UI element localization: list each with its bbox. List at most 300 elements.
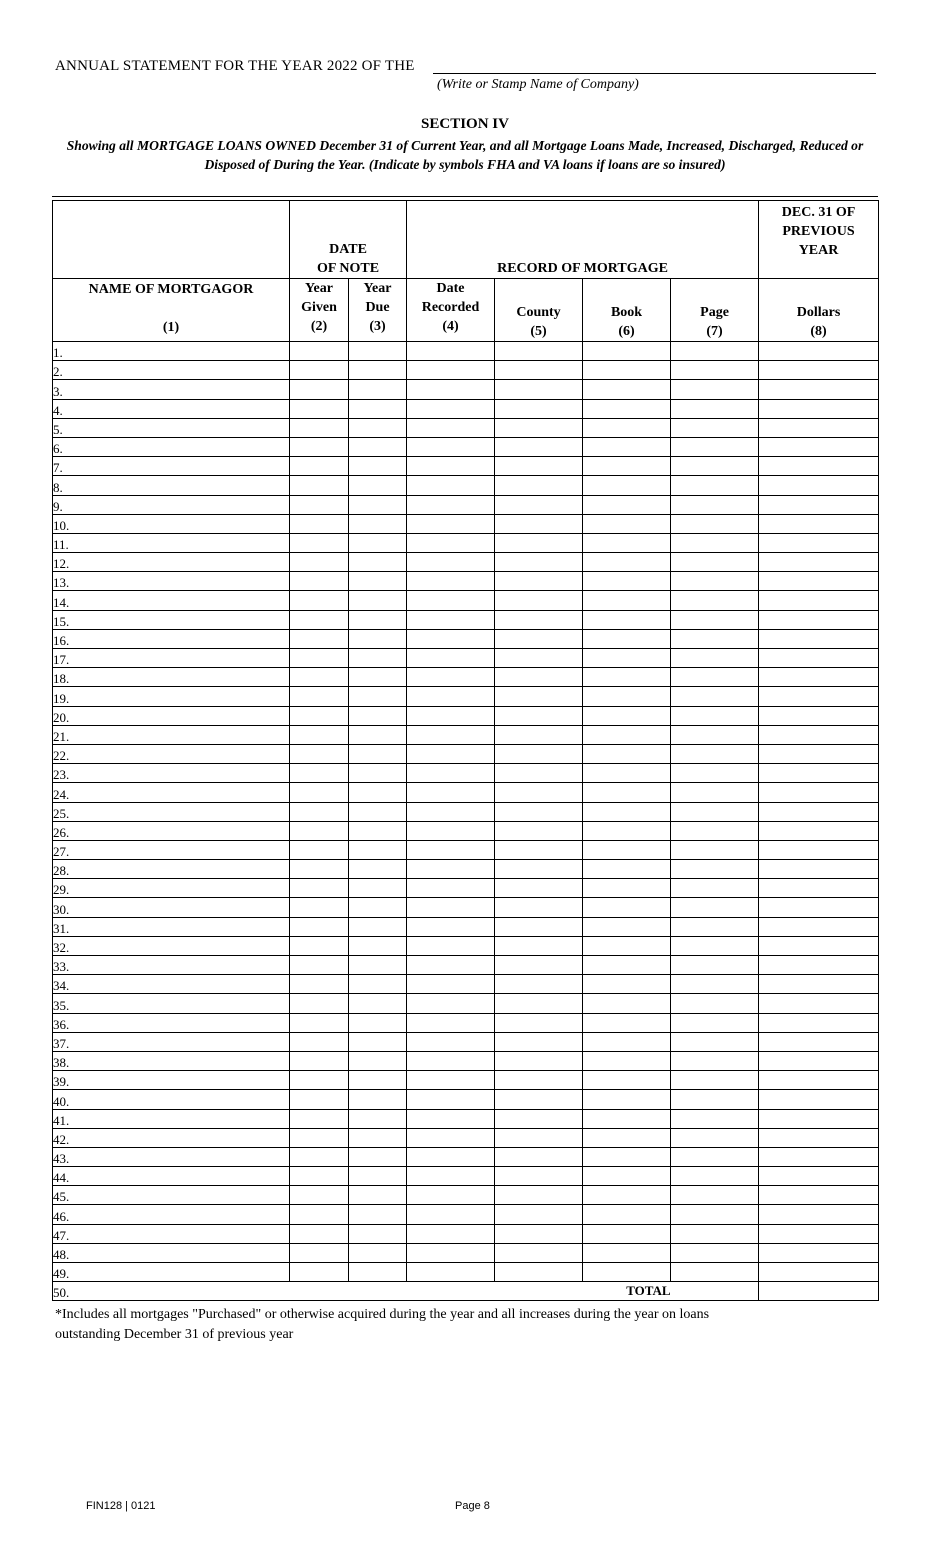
year-given-cell[interactable] [290,342,349,361]
date-recorded-cell[interactable] [407,898,495,917]
date-recorded-cell[interactable] [407,1205,495,1224]
county-cell[interactable] [495,1147,583,1166]
dollars-cell[interactable] [759,437,879,456]
name-of-mortgagor-cell[interactable] [83,975,290,994]
name-of-mortgagor-cell[interactable] [83,1167,290,1186]
date-recorded-cell[interactable] [407,1186,495,1205]
date-recorded-cell[interactable] [407,1090,495,1109]
county-cell[interactable] [495,936,583,955]
year-given-cell[interactable] [290,380,349,399]
name-of-mortgagor-cell[interactable] [83,399,290,418]
year-given-cell[interactable] [290,764,349,783]
year-due-cell[interactable] [349,476,407,495]
dollars-cell[interactable] [759,706,879,725]
page-cell[interactable] [671,706,759,725]
date-recorded-cell[interactable] [407,418,495,437]
page-cell[interactable] [671,860,759,879]
book-cell[interactable] [583,457,671,476]
book-cell[interactable] [583,553,671,572]
county-cell[interactable] [495,533,583,552]
date-recorded-cell[interactable] [407,533,495,552]
year-due-cell[interactable] [349,629,407,648]
book-cell[interactable] [583,744,671,763]
book-cell[interactable] [583,1032,671,1051]
year-given-cell[interactable] [290,495,349,514]
book-cell[interactable] [583,860,671,879]
page-cell[interactable] [671,1013,759,1032]
year-due-cell[interactable] [349,1128,407,1147]
year-given-cell[interactable] [290,533,349,552]
county-cell[interactable] [495,706,583,725]
dollars-cell[interactable] [759,975,879,994]
book-cell[interactable] [583,764,671,783]
year-due-cell[interactable] [349,783,407,802]
county-cell[interactable] [495,1090,583,1109]
dollars-cell[interactable] [759,1186,879,1205]
page-cell[interactable] [671,437,759,456]
page-cell[interactable] [671,687,759,706]
name-of-mortgagor-cell[interactable] [83,380,290,399]
name-of-mortgagor-cell[interactable] [83,342,290,361]
county-cell[interactable] [495,783,583,802]
county-cell[interactable] [495,380,583,399]
year-due-cell[interactable] [349,687,407,706]
county-cell[interactable] [495,744,583,763]
year-given-cell[interactable] [290,821,349,840]
dollars-cell[interactable] [759,514,879,533]
year-due-cell[interactable] [349,649,407,668]
year-due-cell[interactable] [349,1147,407,1166]
date-recorded-cell[interactable] [407,706,495,725]
name-of-mortgagor-cell[interactable] [83,495,290,514]
year-given-cell[interactable] [290,591,349,610]
year-given-cell[interactable] [290,437,349,456]
date-recorded-cell[interactable] [407,744,495,763]
county-cell[interactable] [495,476,583,495]
county-cell[interactable] [495,917,583,936]
date-recorded-cell[interactable] [407,1263,495,1282]
year-given-cell[interactable] [290,1090,349,1109]
county-cell[interactable] [495,1013,583,1032]
date-recorded-cell[interactable] [407,495,495,514]
book-cell[interactable] [583,917,671,936]
book-cell[interactable] [583,840,671,859]
page-cell[interactable] [671,668,759,687]
dollars-cell[interactable] [759,1051,879,1070]
county-cell[interactable] [495,1032,583,1051]
year-due-cell[interactable] [349,1071,407,1090]
county-cell[interactable] [495,668,583,687]
page-cell[interactable] [671,1032,759,1051]
dollars-cell[interactable] [759,553,879,572]
name-of-mortgagor-cell[interactable] [83,1205,290,1224]
page-cell[interactable] [671,342,759,361]
name-of-mortgagor-cell[interactable] [83,514,290,533]
page-cell[interactable] [671,956,759,975]
year-due-cell[interactable] [349,1263,407,1282]
year-due-cell[interactable] [349,591,407,610]
page-cell[interactable] [671,744,759,763]
year-given-cell[interactable] [290,706,349,725]
date-recorded-cell[interactable] [407,476,495,495]
year-due-cell[interactable] [349,879,407,898]
year-due-cell[interactable] [349,1205,407,1224]
county-cell[interactable] [495,649,583,668]
year-given-cell[interactable] [290,572,349,591]
date-recorded-cell[interactable] [407,1051,495,1070]
dollars-cell[interactable] [759,936,879,955]
dollars-cell[interactable] [759,1243,879,1262]
year-given-cell[interactable] [290,1032,349,1051]
book-cell[interactable] [583,725,671,744]
dollars-cell[interactable] [759,380,879,399]
year-given-cell[interactable] [290,975,349,994]
year-due-cell[interactable] [349,994,407,1013]
date-recorded-cell[interactable] [407,591,495,610]
date-recorded-cell[interactable] [407,917,495,936]
dollars-cell[interactable] [759,1205,879,1224]
name-of-mortgagor-cell[interactable] [83,1071,290,1090]
date-recorded-cell[interactable] [407,1032,495,1051]
year-due-cell[interactable] [349,802,407,821]
date-recorded-cell[interactable] [407,821,495,840]
dollars-cell[interactable] [759,572,879,591]
total-dollars-cell[interactable] [759,1282,879,1301]
county-cell[interactable] [495,399,583,418]
book-cell[interactable] [583,418,671,437]
page-cell[interactable] [671,783,759,802]
date-recorded-cell[interactable] [407,1109,495,1128]
year-given-cell[interactable] [290,783,349,802]
date-recorded-cell[interactable] [407,687,495,706]
year-due-cell[interactable] [349,553,407,572]
book-cell[interactable] [583,361,671,380]
name-of-mortgagor-cell[interactable] [83,1013,290,1032]
year-given-cell[interactable] [290,936,349,955]
dollars-cell[interactable] [759,342,879,361]
book-cell[interactable] [583,1205,671,1224]
dollars-cell[interactable] [759,476,879,495]
year-given-cell[interactable] [290,649,349,668]
year-given-cell[interactable] [290,361,349,380]
county-cell[interactable] [495,514,583,533]
year-due-cell[interactable] [349,1090,407,1109]
year-due-cell[interactable] [349,898,407,917]
year-due-cell[interactable] [349,917,407,936]
year-due-cell[interactable] [349,361,407,380]
date-recorded-cell[interactable] [407,514,495,533]
dollars-cell[interactable] [759,649,879,668]
county-cell[interactable] [495,994,583,1013]
book-cell[interactable] [583,687,671,706]
dollars-cell[interactable] [759,783,879,802]
page-cell[interactable] [671,610,759,629]
county-cell[interactable] [495,610,583,629]
dollars-cell[interactable] [759,840,879,859]
page-cell[interactable] [671,1167,759,1186]
year-due-cell[interactable] [349,572,407,591]
year-given-cell[interactable] [290,1051,349,1070]
county-cell[interactable] [495,1224,583,1243]
dollars-cell[interactable] [759,764,879,783]
year-given-cell[interactable] [290,1147,349,1166]
page-cell[interactable] [671,495,759,514]
dollars-cell[interactable] [759,956,879,975]
name-of-mortgagor-cell[interactable] [83,783,290,802]
page-cell[interactable] [671,1147,759,1166]
name-of-mortgagor-cell[interactable] [83,956,290,975]
year-due-cell[interactable] [349,821,407,840]
name-of-mortgagor-cell[interactable] [83,994,290,1013]
county-cell[interactable] [495,457,583,476]
year-given-cell[interactable] [290,1128,349,1147]
county-cell[interactable] [495,418,583,437]
name-of-mortgagor-cell[interactable] [83,936,290,955]
year-due-cell[interactable] [349,495,407,514]
page-cell[interactable] [671,879,759,898]
year-given-cell[interactable] [290,840,349,859]
name-of-mortgagor-cell[interactable] [83,802,290,821]
date-recorded-cell[interactable] [407,936,495,955]
book-cell[interactable] [583,342,671,361]
name-of-mortgagor-cell[interactable] [83,668,290,687]
year-due-cell[interactable] [349,533,407,552]
county-cell[interactable] [495,342,583,361]
year-given-cell[interactable] [290,994,349,1013]
county-cell[interactable] [495,1128,583,1147]
dollars-cell[interactable] [759,1167,879,1186]
year-due-cell[interactable] [349,380,407,399]
dollars-cell[interactable] [759,725,879,744]
book-cell[interactable] [583,1186,671,1205]
dollars-cell[interactable] [759,898,879,917]
dollars-cell[interactable] [759,917,879,936]
dollars-cell[interactable] [759,687,879,706]
date-recorded-cell[interactable] [407,783,495,802]
dollars-cell[interactable] [759,1263,879,1282]
page-cell[interactable] [671,898,759,917]
date-recorded-cell[interactable] [407,879,495,898]
year-given-cell[interactable] [290,610,349,629]
name-of-mortgagor-cell[interactable] [83,553,290,572]
county-cell[interactable] [495,821,583,840]
name-of-mortgagor-cell[interactable] [83,1243,290,1262]
name-of-mortgagor-cell[interactable] [83,533,290,552]
page-cell[interactable] [671,361,759,380]
year-given-cell[interactable] [290,898,349,917]
year-given-cell[interactable] [290,457,349,476]
dollars-cell[interactable] [759,821,879,840]
page-cell[interactable] [671,975,759,994]
year-due-cell[interactable] [349,1032,407,1051]
county-cell[interactable] [495,1071,583,1090]
book-cell[interactable] [583,1224,671,1243]
page-cell[interactable] [671,553,759,572]
dollars-cell[interactable] [759,860,879,879]
book-cell[interactable] [583,1090,671,1109]
book-cell[interactable] [583,380,671,399]
year-given-cell[interactable] [290,1186,349,1205]
date-recorded-cell[interactable] [407,1147,495,1166]
page-cell[interactable] [671,821,759,840]
date-recorded-cell[interactable] [407,1224,495,1243]
county-cell[interactable] [495,591,583,610]
year-given-cell[interactable] [290,514,349,533]
county-cell[interactable] [495,1051,583,1070]
book-cell[interactable] [583,1071,671,1090]
year-given-cell[interactable] [290,1205,349,1224]
name-of-mortgagor-cell[interactable] [83,1109,290,1128]
page-cell[interactable] [671,572,759,591]
name-of-mortgagor-cell[interactable] [83,840,290,859]
date-recorded-cell[interactable] [407,572,495,591]
dollars-cell[interactable] [759,1032,879,1051]
page-cell[interactable] [671,1186,759,1205]
page-cell[interactable] [671,1205,759,1224]
year-given-cell[interactable] [290,418,349,437]
year-due-cell[interactable] [349,1013,407,1032]
year-due-cell[interactable] [349,936,407,955]
book-cell[interactable] [583,610,671,629]
year-due-cell[interactable] [349,437,407,456]
book-cell[interactable] [583,572,671,591]
date-recorded-cell[interactable] [407,553,495,572]
county-cell[interactable] [495,840,583,859]
dollars-cell[interactable] [759,457,879,476]
year-due-cell[interactable] [349,1243,407,1262]
date-recorded-cell[interactable] [407,956,495,975]
book-cell[interactable] [583,821,671,840]
year-due-cell[interactable] [349,1051,407,1070]
name-of-mortgagor-cell[interactable] [83,898,290,917]
page-cell[interactable] [671,936,759,955]
date-recorded-cell[interactable] [407,1167,495,1186]
year-given-cell[interactable] [290,879,349,898]
year-given-cell[interactable] [290,917,349,936]
year-given-cell[interactable] [290,668,349,687]
book-cell[interactable] [583,1128,671,1147]
page-cell[interactable] [671,399,759,418]
book-cell[interactable] [583,956,671,975]
page-cell[interactable] [671,649,759,668]
name-of-mortgagor-cell[interactable] [83,706,290,725]
county-cell[interactable] [495,1205,583,1224]
book-cell[interactable] [583,1243,671,1262]
year-due-cell[interactable] [349,514,407,533]
book-cell[interactable] [583,1147,671,1166]
page-cell[interactable] [671,917,759,936]
dollars-cell[interactable] [759,591,879,610]
dollars-cell[interactable] [759,399,879,418]
date-recorded-cell[interactable] [407,1013,495,1032]
date-recorded-cell[interactable] [407,860,495,879]
name-of-mortgagor-cell[interactable] [83,629,290,648]
name-of-mortgagor-cell[interactable] [83,764,290,783]
page-cell[interactable] [671,1128,759,1147]
year-given-cell[interactable] [290,1243,349,1262]
page-cell[interactable] [671,591,759,610]
dollars-cell[interactable] [759,361,879,380]
date-recorded-cell[interactable] [407,1128,495,1147]
year-given-cell[interactable] [290,956,349,975]
book-cell[interactable] [583,802,671,821]
name-of-mortgagor-cell[interactable] [83,610,290,629]
year-given-cell[interactable] [290,744,349,763]
book-cell[interactable] [583,649,671,668]
name-of-mortgagor-cell[interactable] [83,860,290,879]
page-cell[interactable] [671,1224,759,1243]
dollars-cell[interactable] [759,1147,879,1166]
year-given-cell[interactable] [290,725,349,744]
year-due-cell[interactable] [349,725,407,744]
name-of-mortgagor-cell[interactable] [83,744,290,763]
date-recorded-cell[interactable] [407,457,495,476]
date-recorded-cell[interactable] [407,1071,495,1090]
date-recorded-cell[interactable] [407,994,495,1013]
book-cell[interactable] [583,975,671,994]
book-cell[interactable] [583,514,671,533]
page-cell[interactable] [671,1243,759,1262]
year-due-cell[interactable] [349,840,407,859]
year-due-cell[interactable] [349,418,407,437]
county-cell[interactable] [495,361,583,380]
name-of-mortgagor-cell[interactable] [83,418,290,437]
name-of-mortgagor-cell[interactable] [83,1051,290,1070]
page-cell[interactable] [671,380,759,399]
name-of-mortgagor-cell[interactable] [83,1090,290,1109]
year-due-cell[interactable] [349,342,407,361]
county-cell[interactable] [495,629,583,648]
dollars-cell[interactable] [759,1090,879,1109]
year-given-cell[interactable] [290,1167,349,1186]
book-cell[interactable] [583,629,671,648]
name-of-mortgagor-cell[interactable] [83,1032,290,1051]
date-recorded-cell[interactable] [407,802,495,821]
county-cell[interactable] [495,802,583,821]
year-given-cell[interactable] [290,553,349,572]
county-cell[interactable] [495,1243,583,1262]
year-due-cell[interactable] [349,457,407,476]
book-cell[interactable] [583,1013,671,1032]
date-recorded-cell[interactable] [407,629,495,648]
name-of-mortgagor-cell[interactable] [83,572,290,591]
county-cell[interactable] [495,898,583,917]
county-cell[interactable] [495,975,583,994]
page-cell[interactable] [671,514,759,533]
county-cell[interactable] [495,495,583,514]
date-recorded-cell[interactable] [407,764,495,783]
page-cell[interactable] [671,1071,759,1090]
book-cell[interactable] [583,898,671,917]
name-of-mortgagor-cell[interactable] [83,476,290,495]
year-given-cell[interactable] [290,1224,349,1243]
dollars-cell[interactable] [759,418,879,437]
name-of-mortgagor-cell[interactable] [83,687,290,706]
county-cell[interactable] [495,956,583,975]
book-cell[interactable] [583,591,671,610]
date-recorded-cell[interactable] [407,342,495,361]
name-of-mortgagor-cell[interactable] [83,1186,290,1205]
county-cell[interactable] [495,725,583,744]
county-cell[interactable] [495,572,583,591]
dollars-cell[interactable] [759,629,879,648]
date-recorded-cell[interactable] [407,668,495,687]
dollars-cell[interactable] [759,1071,879,1090]
date-recorded-cell[interactable] [407,725,495,744]
book-cell[interactable] [583,1263,671,1282]
page-cell[interactable] [671,802,759,821]
page-cell[interactable] [671,994,759,1013]
